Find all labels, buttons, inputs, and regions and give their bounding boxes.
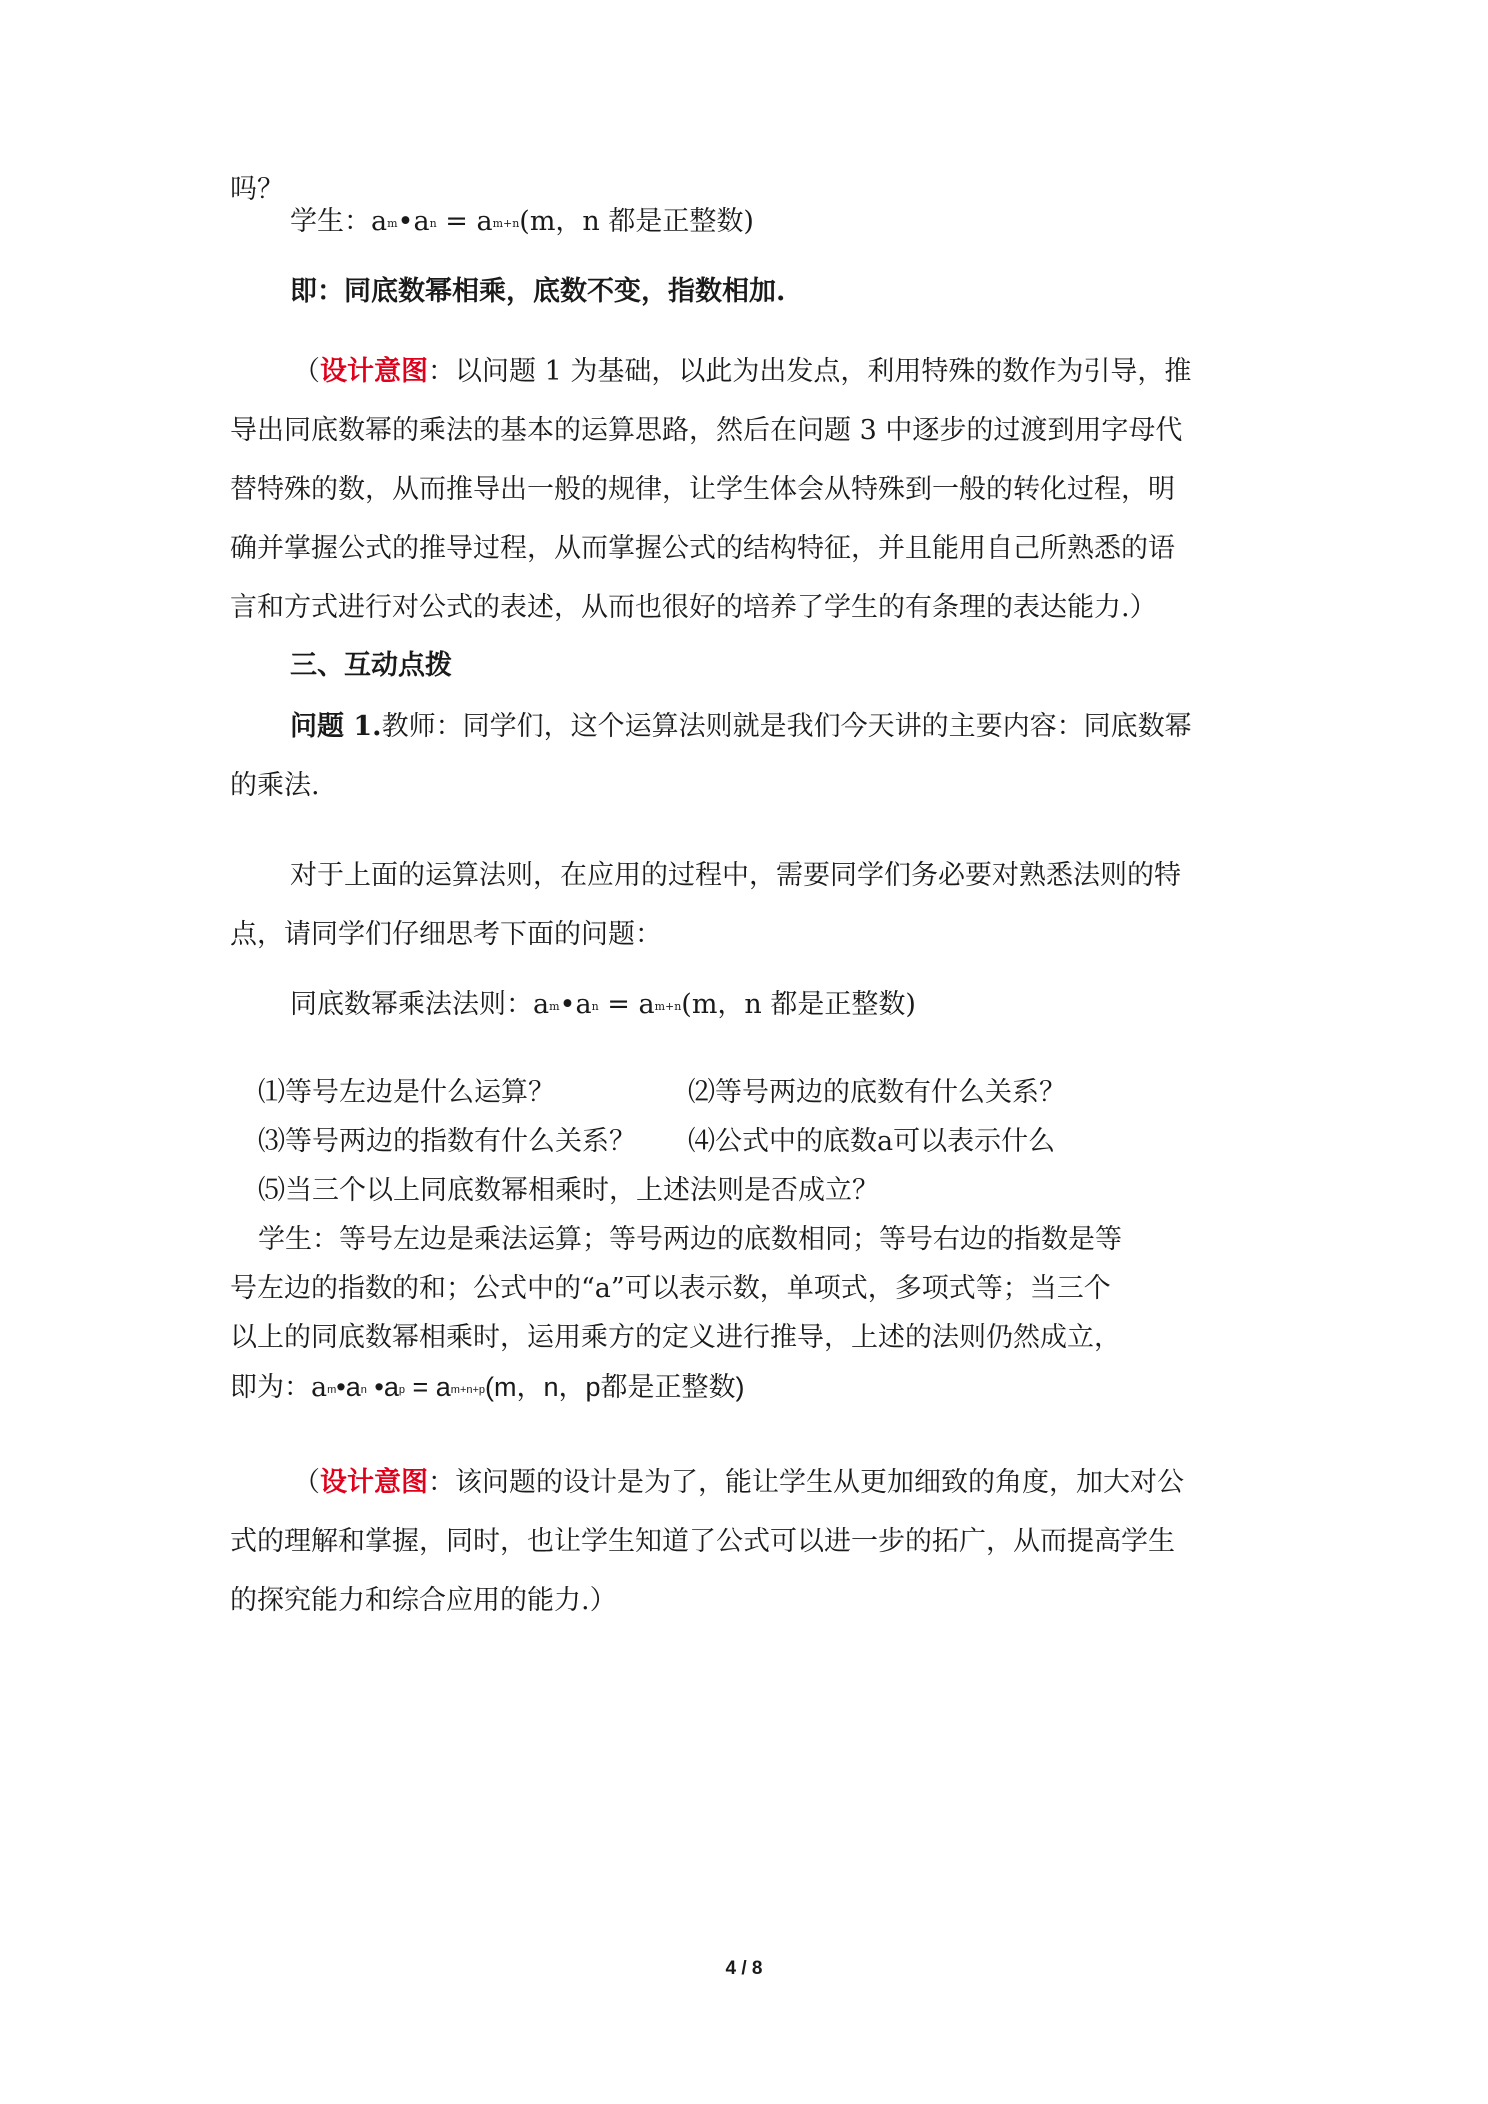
formula-text: = a	[598, 989, 655, 1020]
design-intent-2-line1	[293, 1463, 1184, 1503]
superscript-n: n	[360, 1384, 367, 1396]
question-item-2: ⑵等号两边的底数有什么关系？	[688, 1077, 1066, 1108]
text: 教师：同学们，这个运算法则就是我们今天讲的主要内容：同底数幂	[381, 711, 1192, 742]
page-number: 4 / 8	[725, 1958, 763, 1979]
design-intent-1-line2: 导出同底数幂的乘法的基本的运算思路，然后在问题 3 中逐步的过渡到用字母代	[230, 415, 1183, 446]
superscript-mnp: m+n+p	[450, 1384, 486, 1396]
question-1-line1	[290, 707, 1192, 747]
text: 即为：a	[230, 1372, 328, 1403]
text: ：以问题 1 为基础，以此为出发点，利用特殊的数作为引导，推	[428, 356, 1192, 387]
section-heading: 三、互动点拨	[290, 650, 452, 681]
formula-text: •a	[336, 1372, 361, 1402]
formula-text: (m，n 都是正整数)	[681, 989, 916, 1020]
superscript-m: m	[327, 1384, 337, 1396]
design-intent-1-line1	[293, 352, 1191, 392]
rule-statement: 即：同底数幂相乘，底数不变，指数相加.	[290, 276, 786, 307]
formula-text: (m，n，p都是正整数)	[485, 1372, 745, 1402]
formula-line-rule	[290, 985, 916, 1025]
design-intent-2-line3: 的探究能力和综合应用的能力.）	[230, 1585, 617, 1616]
student-answer-line1: 学生：等号左边是乘法运算；等号两边的底数相同；等号右边的指数是等	[258, 1224, 1122, 1255]
formula-text: 学生：a	[290, 206, 388, 237]
question-1-line2: 的乘法.	[230, 770, 320, 801]
superscript-n: n	[591, 1000, 599, 1013]
design-intent-1-line4: 确并掌握公式的推导过程，从而掌握公式的结构特征，并且能用自己所熟悉的语	[230, 533, 1175, 564]
question-item-5: ⑸当三个以上同底数幂相乘时，上述法则是否成立？	[258, 1175, 879, 1206]
superscript-n: n	[429, 217, 437, 230]
superscript-p: p	[398, 1384, 405, 1396]
student-answer-line4	[230, 1367, 745, 1408]
question-item-3: ⑶等号两边的指数有什么关系？	[258, 1126, 636, 1157]
formula-text: 同底数幂乘法法则：a	[290, 989, 550, 1020]
design-intent-label: 设计意图	[320, 1467, 428, 1498]
superscript-m: m	[387, 217, 398, 230]
paragraph-fragment	[230, 170, 284, 210]
superscript-mn: m+n	[492, 217, 520, 230]
question-item-4: ⑷公式中的底数a可以表示什么	[688, 1126, 1056, 1157]
apply-paragraph-line1: 对于上面的运算法则，在应用的过程中，需要同学们务必要对熟悉法则的特	[290, 860, 1181, 891]
formula-text: •a	[397, 206, 430, 237]
superscript-mn: m+n	[654, 1000, 682, 1013]
design-intent-1-line3: 替特殊的数，从而推导出一般的规律，让学生体会从特殊到一般的转化过程，明	[230, 474, 1175, 505]
formula-text: = a	[436, 206, 493, 237]
paren: （	[293, 1467, 320, 1498]
formula-text: = a	[404, 1372, 451, 1402]
question-label: 问题 1.	[290, 711, 382, 742]
student-answer-line2: 号左边的指数的和；公式中的“a”可以表示数，单项式，多项式等；当三个	[230, 1273, 1111, 1304]
question-item-1: ⑴等号左边是什么运算？	[258, 1077, 555, 1108]
superscript-m: m	[549, 1000, 560, 1013]
design-intent-1-line5: 言和方式进行对公式的表述，从而也很好的培养了学生的有条理的表达能力.）	[230, 592, 1157, 623]
formula-text: (m，n 都是正整数)	[519, 206, 754, 237]
student-answer-line3: 以上的同底数幂相乘时，运用乘方的定义进行推导，上述的法则仍然成立，	[230, 1322, 1121, 1353]
text: 吗？	[230, 174, 284, 205]
paren: （	[293, 356, 320, 387]
design-intent-label: 设计意图	[320, 356, 428, 387]
formula-line-student	[290, 202, 754, 242]
text: ：该问题的设计是为了，能让学生从更加细致的角度，加大对公	[428, 1467, 1184, 1498]
formula-text: •a	[559, 989, 592, 1020]
formula-text: •a	[366, 1372, 399, 1402]
apply-paragraph-line2: 点，请同学们仔细思考下面的问题：	[230, 919, 662, 950]
design-intent-2-line2: 式的理解和掌握，同时，也让学生知道了公式可以进一步的拓广，从而提高学生	[230, 1526, 1175, 1557]
